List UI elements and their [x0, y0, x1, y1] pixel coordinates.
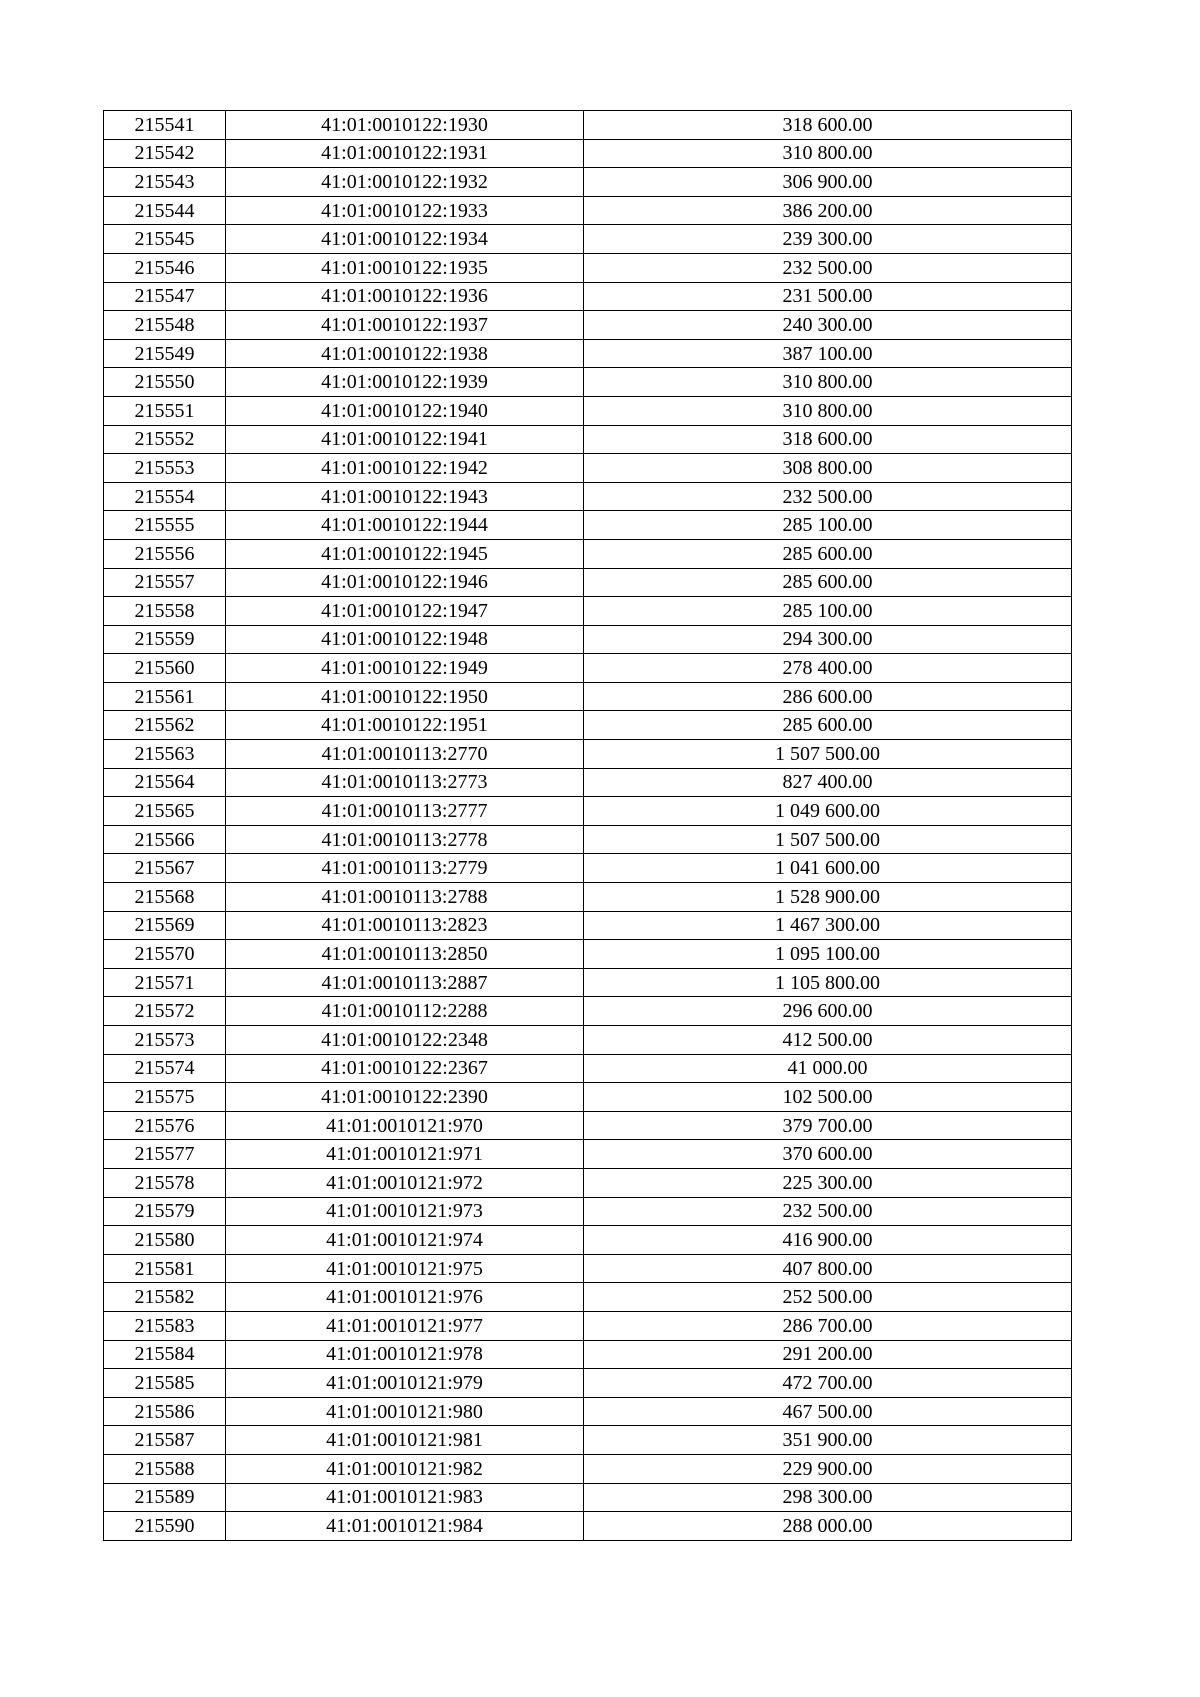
value-cell: 379 700.00: [584, 1111, 1072, 1140]
cadastral-number-cell: 41:01:0010121:972: [226, 1168, 584, 1197]
cadastral-number-cell: 41:01:0010113:2788: [226, 883, 584, 912]
table-row: [104, 1226, 1072, 1255]
value-cell: 232 500.00: [584, 482, 1072, 511]
value-cell: 285 100.00: [584, 597, 1072, 626]
table-row: [104, 482, 1072, 511]
row-number-cell: 215586: [104, 1397, 226, 1426]
cadastral-number-cell: 41:01:0010122:2367: [226, 1054, 584, 1083]
table-row: [104, 539, 1072, 568]
row-number-cell: 215544: [104, 196, 226, 225]
row-number-cell: 215545: [104, 225, 226, 254]
table-row: [104, 139, 1072, 168]
value-cell: 306 900.00: [584, 168, 1072, 197]
table-row: [104, 1512, 1072, 1541]
table-row: [104, 682, 1072, 711]
table-body: [104, 111, 1072, 1541]
value-cell: 1 041 600.00: [584, 854, 1072, 883]
row-number-cell: 215552: [104, 425, 226, 454]
table-row: [104, 1111, 1072, 1140]
table-row: [104, 225, 1072, 254]
table-row: [104, 454, 1072, 483]
table-row: [104, 425, 1072, 454]
value-cell: 351 900.00: [584, 1426, 1072, 1455]
cadastral-number-cell: 41:01:0010122:1948: [226, 625, 584, 654]
row-number-cell: 215554: [104, 482, 226, 511]
cadastral-number-cell: 41:01:0010121:975: [226, 1254, 584, 1283]
row-number-cell: 215576: [104, 1111, 226, 1140]
cadastral-number-cell: 41:01:0010122:1940: [226, 396, 584, 425]
row-number-cell: 215572: [104, 997, 226, 1026]
value-cell: 41 000.00: [584, 1054, 1072, 1083]
table-row: [104, 797, 1072, 826]
value-cell: 278 400.00: [584, 654, 1072, 683]
value-cell: 407 800.00: [584, 1254, 1072, 1283]
row-number-cell: 215553: [104, 454, 226, 483]
table-row: [104, 968, 1072, 997]
value-cell: 232 500.00: [584, 1197, 1072, 1226]
cadastral-number-cell: 41:01:0010122:2390: [226, 1083, 584, 1112]
table-row: [104, 654, 1072, 683]
row-number-cell: 215583: [104, 1311, 226, 1340]
cadastral-number-cell: 41:01:0010113:2777: [226, 797, 584, 826]
row-number-cell: 215589: [104, 1483, 226, 1512]
value-cell: 1 467 300.00: [584, 911, 1072, 940]
value-cell: 827 400.00: [584, 768, 1072, 797]
cadastral-number-cell: 41:01:0010122:1934: [226, 225, 584, 254]
cadastral-number-cell: 41:01:0010122:1933: [226, 196, 584, 225]
table-row: [104, 396, 1072, 425]
table-row: [104, 1083, 1072, 1112]
value-cell: 370 600.00: [584, 1140, 1072, 1169]
cadastral-value-table: [103, 110, 1072, 1541]
table-row: [104, 1140, 1072, 1169]
value-cell: 285 100.00: [584, 511, 1072, 540]
row-number-cell: 215565: [104, 797, 226, 826]
table-row: [104, 168, 1072, 197]
table-row: [104, 597, 1072, 626]
value-cell: 286 700.00: [584, 1311, 1072, 1340]
cadastral-number-cell: 41:01:0010122:1951: [226, 711, 584, 740]
row-number-cell: 215577: [104, 1140, 226, 1169]
row-number-cell: 215581: [104, 1254, 226, 1283]
cadastral-number-cell: 41:01:0010122:1930: [226, 111, 584, 140]
row-number-cell: 215566: [104, 825, 226, 854]
row-number-cell: 215549: [104, 339, 226, 368]
value-cell: 1 095 100.00: [584, 940, 1072, 969]
value-cell: 231 500.00: [584, 282, 1072, 311]
value-cell: 298 300.00: [584, 1483, 1072, 1512]
cadastral-number-cell: 41:01:0010121:977: [226, 1311, 584, 1340]
table-row: [104, 1340, 1072, 1369]
row-number-cell: 215560: [104, 654, 226, 683]
row-number-cell: 215574: [104, 1054, 226, 1083]
row-number-cell: 215557: [104, 568, 226, 597]
row-number-cell: 215573: [104, 1026, 226, 1055]
cadastral-number-cell: 41:01:0010113:2850: [226, 940, 584, 969]
table-row: [104, 625, 1072, 654]
value-cell: 232 500.00: [584, 253, 1072, 282]
cadastral-number-cell: 41:01:0010122:1931: [226, 139, 584, 168]
row-number-cell: 215548: [104, 311, 226, 340]
cadastral-number-cell: 41:01:0010121:981: [226, 1426, 584, 1455]
value-cell: 286 600.00: [584, 682, 1072, 711]
value-cell: 285 600.00: [584, 539, 1072, 568]
value-cell: 1 528 900.00: [584, 883, 1072, 912]
cadastral-number-cell: 41:01:0010122:1937: [226, 311, 584, 340]
table-row: [104, 1483, 1072, 1512]
table-row: [104, 282, 1072, 311]
row-number-cell: 215579: [104, 1197, 226, 1226]
row-number-cell: 215555: [104, 511, 226, 540]
cadastral-number-cell: 41:01:0010113:2823: [226, 911, 584, 940]
row-number-cell: 215568: [104, 883, 226, 912]
table-row: [104, 1397, 1072, 1426]
value-cell: 318 600.00: [584, 111, 1072, 140]
cadastral-number-cell: 41:01:0010113:2887: [226, 968, 584, 997]
cadastral-number-cell: 41:01:0010122:2348: [226, 1026, 584, 1055]
row-number-cell: 215582: [104, 1283, 226, 1312]
row-number-cell: 215559: [104, 625, 226, 654]
row-number-cell: 215542: [104, 139, 226, 168]
table-row: [104, 940, 1072, 969]
cadastral-number-cell: 41:01:0010112:2288: [226, 997, 584, 1026]
row-number-cell: 215563: [104, 740, 226, 769]
table-row: [104, 511, 1072, 540]
row-number-cell: 215561: [104, 682, 226, 711]
value-cell: 1 507 500.00: [584, 825, 1072, 854]
row-number-cell: 215564: [104, 768, 226, 797]
value-cell: 387 100.00: [584, 339, 1072, 368]
table-row: [104, 568, 1072, 597]
row-number-cell: 215578: [104, 1168, 226, 1197]
cadastral-number-cell: 41:01:0010121:983: [226, 1483, 584, 1512]
row-number-cell: 215570: [104, 940, 226, 969]
table-row: [104, 1026, 1072, 1055]
row-number-cell: 215543: [104, 168, 226, 197]
cadastral-number-cell: 41:01:0010113:2770: [226, 740, 584, 769]
row-number-cell: 215580: [104, 1226, 226, 1255]
value-cell: 240 300.00: [584, 311, 1072, 340]
value-cell: 291 200.00: [584, 1340, 1072, 1369]
cadastral-number-cell: 41:01:0010122:1946: [226, 568, 584, 597]
row-number-cell: 215550: [104, 368, 226, 397]
cadastral-number-cell: 41:01:0010122:1947: [226, 597, 584, 626]
row-number-cell: 215562: [104, 711, 226, 740]
table-row: [104, 711, 1072, 740]
cadastral-number-cell: 41:01:0010122:1935: [226, 253, 584, 282]
value-cell: 310 800.00: [584, 139, 1072, 168]
table-row: [104, 1054, 1072, 1083]
value-cell: 386 200.00: [584, 196, 1072, 225]
value-cell: 294 300.00: [584, 625, 1072, 654]
value-cell: 102 500.00: [584, 1083, 1072, 1112]
cadastral-number-cell: 41:01:0010122:1936: [226, 282, 584, 311]
row-number-cell: 215590: [104, 1512, 226, 1541]
cadastral-number-cell: 41:01:0010122:1938: [226, 339, 584, 368]
table-row: [104, 1426, 1072, 1455]
table-row: [104, 111, 1072, 140]
row-number-cell: 215558: [104, 597, 226, 626]
value-cell: 318 600.00: [584, 425, 1072, 454]
table-row: [104, 911, 1072, 940]
table-row: [104, 368, 1072, 397]
table-row: [104, 825, 1072, 854]
table-row: [104, 311, 1072, 340]
cadastral-number-cell: 41:01:0010121:970: [226, 1111, 584, 1140]
cadastral-number-cell: 41:01:0010121:984: [226, 1512, 584, 1541]
cadastral-number-cell: 41:01:0010122:1939: [226, 368, 584, 397]
table-row: [104, 1454, 1072, 1483]
row-number-cell: 215588: [104, 1454, 226, 1483]
row-number-cell: 215556: [104, 539, 226, 568]
table-row: [104, 1254, 1072, 1283]
value-cell: 288 000.00: [584, 1512, 1072, 1541]
value-cell: 285 600.00: [584, 568, 1072, 597]
table-row: [104, 883, 1072, 912]
cadastral-number-cell: 41:01:0010122:1943: [226, 482, 584, 511]
table-row: [104, 196, 1072, 225]
row-number-cell: 215587: [104, 1426, 226, 1455]
value-cell: 225 300.00: [584, 1168, 1072, 1197]
cadastral-number-cell: 41:01:0010122:1941: [226, 425, 584, 454]
cadastral-number-cell: 41:01:0010122:1949: [226, 654, 584, 683]
table-row: [104, 854, 1072, 883]
table-row: [104, 253, 1072, 282]
cadastral-number-cell: 41:01:0010121:974: [226, 1226, 584, 1255]
cadastral-number-cell: 41:01:0010122:1944: [226, 511, 584, 540]
cadastral-number-cell: 41:01:0010121:982: [226, 1454, 584, 1483]
cadastral-number-cell: 41:01:0010121:978: [226, 1340, 584, 1369]
row-number-cell: 215575: [104, 1083, 226, 1112]
table-row: [104, 1197, 1072, 1226]
cadastral-number-cell: 41:01:0010121:973: [226, 1197, 584, 1226]
value-cell: 310 800.00: [584, 396, 1072, 425]
row-number-cell: 215551: [104, 396, 226, 425]
cadastral-number-cell: 41:01:0010121:979: [226, 1369, 584, 1398]
row-number-cell: 215571: [104, 968, 226, 997]
table-row: [104, 1311, 1072, 1340]
row-number-cell: 215541: [104, 111, 226, 140]
value-cell: 1 105 800.00: [584, 968, 1072, 997]
row-number-cell: 215567: [104, 854, 226, 883]
cadastral-number-cell: 41:01:0010122:1932: [226, 168, 584, 197]
value-cell: 239 300.00: [584, 225, 1072, 254]
cadastral-number-cell: 41:01:0010122:1945: [226, 539, 584, 568]
value-cell: 310 800.00: [584, 368, 1072, 397]
table-row: [104, 997, 1072, 1026]
table-row: [104, 740, 1072, 769]
row-number-cell: 215546: [104, 253, 226, 282]
cadastral-number-cell: 41:01:0010113:2773: [226, 768, 584, 797]
table-row: [104, 1283, 1072, 1312]
value-cell: 229 900.00: [584, 1454, 1072, 1483]
value-cell: 308 800.00: [584, 454, 1072, 483]
value-cell: 412 500.00: [584, 1026, 1072, 1055]
cadastral-number-cell: 41:01:0010113:2778: [226, 825, 584, 854]
cadastral-number-cell: 41:01:0010121:980: [226, 1397, 584, 1426]
value-cell: 1 507 500.00: [584, 740, 1072, 769]
cadastral-number-cell: 41:01:0010121:971: [226, 1140, 584, 1169]
table-row: [104, 1168, 1072, 1197]
value-cell: 1 049 600.00: [584, 797, 1072, 826]
cadastral-number-cell: 41:01:0010122:1950: [226, 682, 584, 711]
value-cell: 296 600.00: [584, 997, 1072, 1026]
row-number-cell: 215585: [104, 1369, 226, 1398]
value-cell: 467 500.00: [584, 1397, 1072, 1426]
table-row: [104, 339, 1072, 368]
table-row: [104, 768, 1072, 797]
cadastral-number-cell: 41:01:0010122:1942: [226, 454, 584, 483]
value-cell: 416 900.00: [584, 1226, 1072, 1255]
row-number-cell: 215584: [104, 1340, 226, 1369]
value-cell: 285 600.00: [584, 711, 1072, 740]
row-number-cell: 215569: [104, 911, 226, 940]
value-cell: 252 500.00: [584, 1283, 1072, 1312]
value-cell: 472 700.00: [584, 1369, 1072, 1398]
table-row: [104, 1369, 1072, 1398]
cadastral-number-cell: 41:01:0010113:2779: [226, 854, 584, 883]
cadastral-number-cell: 41:01:0010121:976: [226, 1283, 584, 1312]
row-number-cell: 215547: [104, 282, 226, 311]
